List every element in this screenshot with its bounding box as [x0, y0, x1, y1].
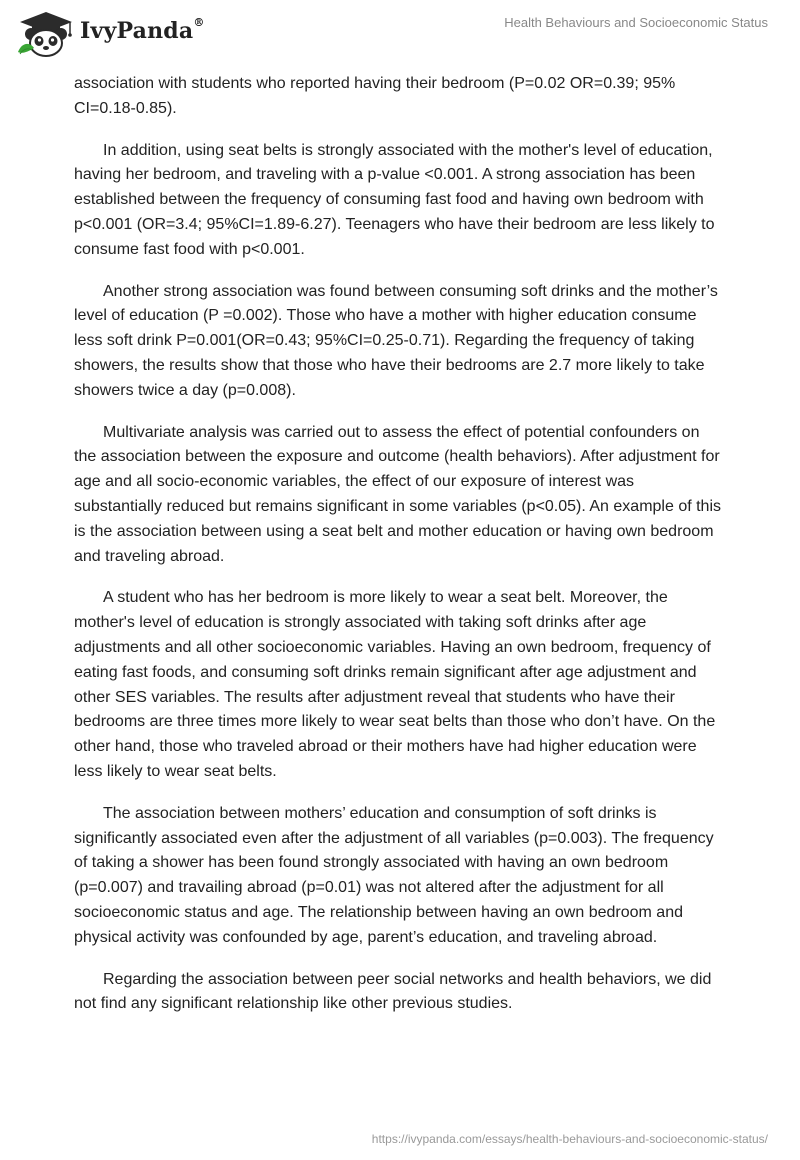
paragraph: Another strong association was found between consuming soft drinks and the mother’s level of education (P =0.002). Those who have a mother with higher education consume less soft drink P=0.001(OR=0.43; 95%CI=0.25-0.71). Regarding the frequency of taking showers, the results show that those who have their bedrooms are 2.7 more likely to take showers twice a day (p=0.008).	[74, 282, 718, 399]
page-header	[0, 0, 800, 70]
paragraph: The association between mothers’ education and consumption of soft drinks is significantly associated even after the adjustment of all variables (p=0.003). The frequency of taking a shower has been found strongly associated with having an own bedroom (p=0.007) and travailing abroad (p=0.01) was not altered after the adjustment for all socioeconomic status and age. The relationship between having an own bedroom and physical activity was confounded by age, parent’s education, and traveling abroad.	[74, 804, 714, 946]
source-url-link[interactable]: https://ivypanda.com/essays/health-behaviours-and-socioeconomic-status/	[371, 1132, 768, 1146]
paragraph: A student who has her bedroom is more likely to wear a seat belt. Moreover, the mother's level of education is strongly associated with taking soft drinks after age adjustments and all other socioeconomic variables. Having an own bedroom, frequency of eating fast foods, and consuming soft drinks remain significant after age adjustment and other SES variables. The results after adjustment reveal that students who have their bedrooms are three times more likely to wear seat belts than those who don’t have. On the other hand, those who traveled abroad or their mothers have had higher education were less likely to wear seat belts.	[74, 589, 716, 780]
registered-mark: ®	[193, 16, 205, 29]
panda-logo-icon[interactable]	[14, 8, 78, 58]
paragraph: Regarding the association between peer social networks and health behaviors, we did not find any significant relationship like other previous studies.	[74, 970, 712, 1013]
paragraph: Multivariate analysis was carried out to assess the effect of potential confounders on the association between the exposure and outcome (health behaviors). After adjustment for age and all socio-economic variables, the effect of our exposure of interest was substantially reduced but remains significant in some variables (p<0.05). An example of this is the association between using a seat belt and mother education or having own bedroom and traveling abroad.	[74, 423, 722, 565]
document-title: Health Behaviours and Socioeconomic Status	[504, 15, 768, 30]
paragraph: In addition, using seat belts is strongly associated with the mother's level of education, having her bedroom, and traveling with a p-value <0.001. A strong association has been established between the frequency of consuming fast food and having own bedroom with p<0.001 (OR=3.4; 95%CI=1.89-6.27). Teenagers who have their bedroom are less likely to consume fast food with p<0.001.	[74, 141, 715, 258]
brand-name[interactable]	[80, 18, 205, 44]
brand-text: IvyPanda	[80, 18, 194, 44]
essay-body	[74, 72, 726, 1034]
paragraph-continuation: association with students who reported having their bedroom (P=0.02 OR=0.39; 95% CI=0.18-0.85).	[74, 75, 676, 117]
